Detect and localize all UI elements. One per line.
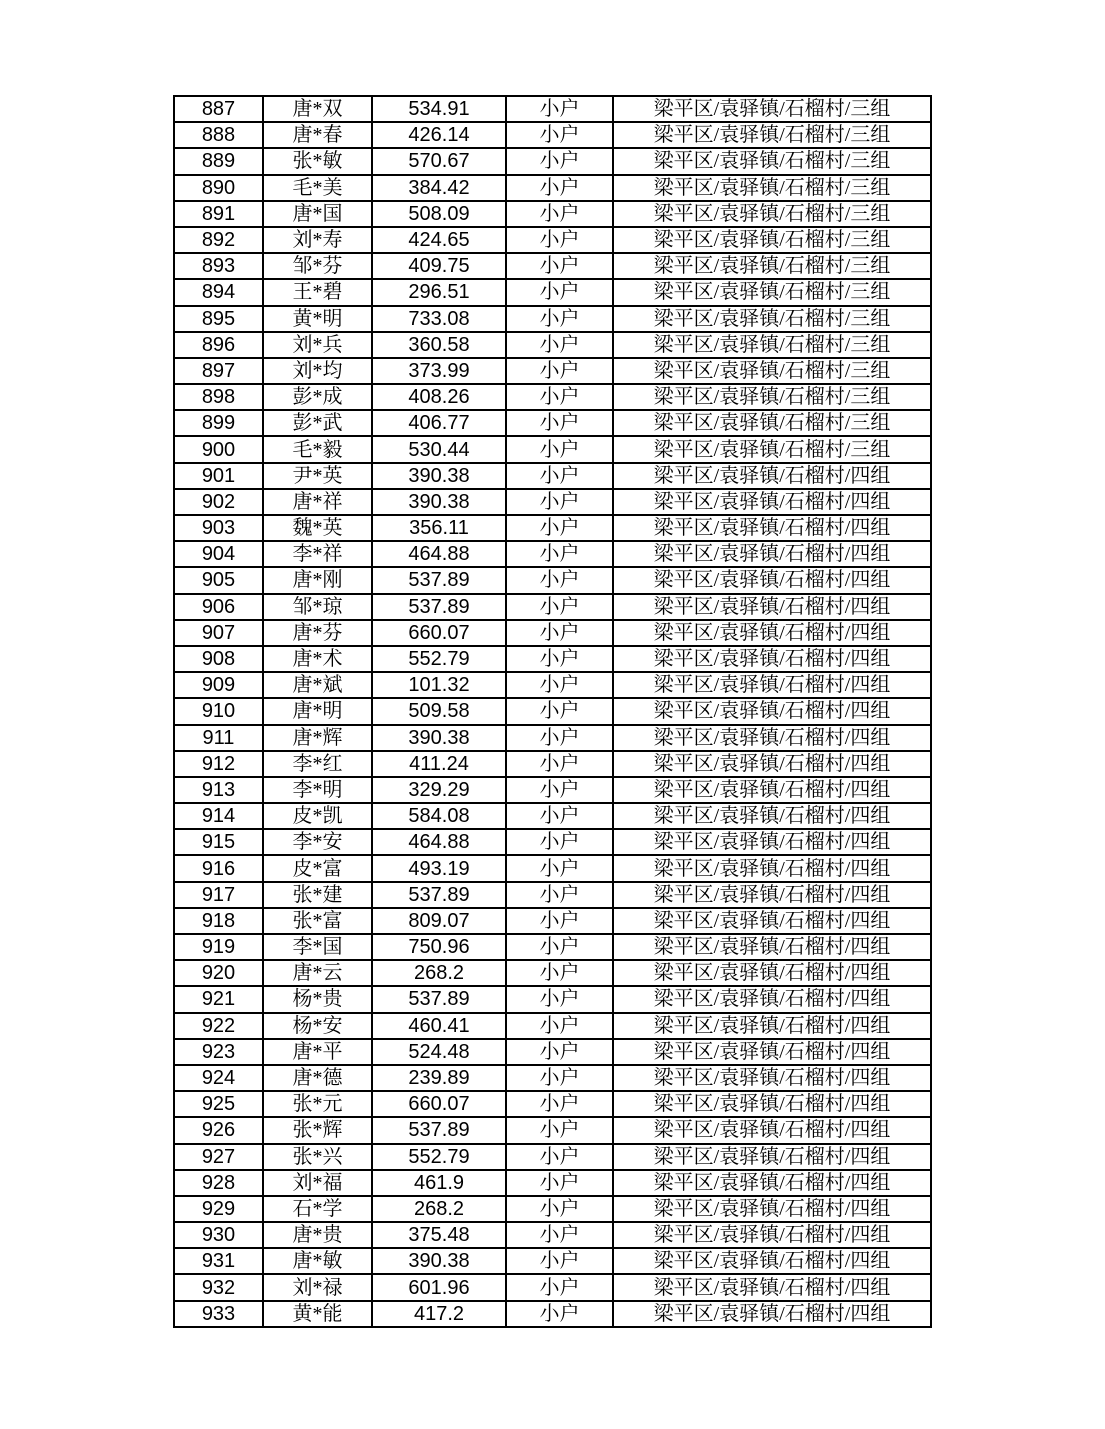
row-number-cell: 895 <box>174 306 263 332</box>
location-cell: 梁平区/袁驿镇/石榴村/四组 <box>613 934 931 960</box>
household-type-cell: 小户 <box>506 934 613 960</box>
location-cell: 梁平区/袁驿镇/石榴村/四组 <box>613 908 931 934</box>
name-cell: 彭*成 <box>263 384 372 410</box>
location-cell: 梁平区/袁驿镇/石榴村/四组 <box>613 463 931 489</box>
row-number-cell: 909 <box>174 672 263 698</box>
household-type-cell: 小户 <box>506 1091 613 1117</box>
location-cell: 梁平区/袁驿镇/石榴村/四组 <box>613 646 931 672</box>
location-cell: 梁平区/袁驿镇/石榴村/四组 <box>613 1039 931 1065</box>
row-number-cell: 897 <box>174 358 263 384</box>
household-type-cell: 小户 <box>506 594 613 620</box>
table-row <box>174 698 931 724</box>
household-type-cell: 小户 <box>506 908 613 934</box>
row-number-cell: 888 <box>174 122 263 148</box>
amount-cell: 537.89 <box>372 882 506 908</box>
amount-cell: 390.38 <box>372 1248 506 1274</box>
amount-cell: 552.79 <box>372 1144 506 1170</box>
location-cell: 梁平区/袁驿镇/石榴村/四组 <box>613 855 931 881</box>
location-cell: 梁平区/袁驿镇/石榴村/四组 <box>613 515 931 541</box>
location-cell: 梁平区/袁驿镇/石榴村/四组 <box>613 751 931 777</box>
table-row <box>174 646 931 672</box>
row-number-cell: 927 <box>174 1144 263 1170</box>
location-cell: 梁平区/袁驿镇/石榴村/四组 <box>613 777 931 803</box>
name-cell: 唐*敏 <box>263 1248 372 1274</box>
household-type-cell: 小户 <box>506 175 613 201</box>
location-cell: 梁平区/袁驿镇/石榴村/四组 <box>613 1196 931 1222</box>
location-cell: 梁平区/袁驿镇/石榴村/三组 <box>613 436 931 462</box>
household-type-cell: 小户 <box>506 646 613 672</box>
beneficiary-table <box>173 95 932 1328</box>
name-cell: 李*红 <box>263 751 372 777</box>
name-cell: 皮*凯 <box>263 803 372 829</box>
household-type-cell: 小户 <box>506 227 613 253</box>
name-cell: 张*兴 <box>263 1144 372 1170</box>
name-cell: 李*安 <box>263 829 372 855</box>
amount-cell: 508.09 <box>372 201 506 227</box>
household-type-cell: 小户 <box>506 1065 613 1091</box>
row-number-cell: 923 <box>174 1039 263 1065</box>
location-cell: 梁平区/袁驿镇/石榴村/四组 <box>613 882 931 908</box>
name-cell: 刘*禄 <box>263 1274 372 1300</box>
table-row <box>174 279 931 305</box>
name-cell: 毛*毅 <box>263 436 372 462</box>
table-body <box>174 96 931 1327</box>
location-cell: 梁平区/袁驿镇/石榴村/四组 <box>613 1248 931 1274</box>
name-cell: 李*明 <box>263 777 372 803</box>
table-row <box>174 986 931 1012</box>
household-type-cell: 小户 <box>506 384 613 410</box>
location-cell: 梁平区/袁驿镇/石榴村/四组 <box>613 698 931 724</box>
household-type-cell: 小户 <box>506 803 613 829</box>
household-type-cell: 小户 <box>506 463 613 489</box>
name-cell: 张*辉 <box>263 1117 372 1143</box>
location-cell: 梁平区/袁驿镇/石榴村/四组 <box>613 1117 931 1143</box>
amount-cell: 411.24 <box>372 751 506 777</box>
amount-cell: 534.91 <box>372 96 506 122</box>
name-cell: 毛*美 <box>263 175 372 201</box>
household-type-cell: 小户 <box>506 672 613 698</box>
household-type-cell: 小户 <box>506 489 613 515</box>
row-number-cell: 916 <box>174 855 263 881</box>
row-number-cell: 911 <box>174 725 263 751</box>
table-row <box>174 463 931 489</box>
row-number-cell: 914 <box>174 803 263 829</box>
household-type-cell: 小户 <box>506 279 613 305</box>
household-type-cell: 小户 <box>506 201 613 227</box>
household-type-cell: 小户 <box>506 1274 613 1300</box>
household-type-cell: 小户 <box>506 620 613 646</box>
table-row <box>174 777 931 803</box>
name-cell: 黄*能 <box>263 1301 372 1327</box>
row-number-cell: 918 <box>174 908 263 934</box>
table-row <box>174 306 931 332</box>
location-cell: 梁平区/袁驿镇/石榴村/三组 <box>613 410 931 436</box>
name-cell: 李*国 <box>263 934 372 960</box>
table-row <box>174 1196 931 1222</box>
amount-cell: 552.79 <box>372 646 506 672</box>
location-cell: 梁平区/袁驿镇/石榴村/四组 <box>613 829 931 855</box>
amount-cell: 537.89 <box>372 986 506 1012</box>
table-row <box>174 567 931 593</box>
name-cell: 李*祥 <box>263 541 372 567</box>
row-number-cell: 919 <box>174 934 263 960</box>
name-cell: 刘*福 <box>263 1170 372 1196</box>
row-number-cell: 890 <box>174 175 263 201</box>
table-row <box>174 515 931 541</box>
name-cell: 刘*兵 <box>263 332 372 358</box>
household-type-cell: 小户 <box>506 855 613 881</box>
amount-cell: 733.08 <box>372 306 506 332</box>
amount-cell: 460.41 <box>372 1013 506 1039</box>
row-number-cell: 933 <box>174 1301 263 1327</box>
name-cell: 杨*安 <box>263 1013 372 1039</box>
table-row <box>174 175 931 201</box>
household-type-cell: 小户 <box>506 332 613 358</box>
table-row <box>174 882 931 908</box>
amount-cell: 584.08 <box>372 803 506 829</box>
name-cell: 唐*辉 <box>263 725 372 751</box>
household-type-cell: 小户 <box>506 96 613 122</box>
table-row <box>174 725 931 751</box>
amount-cell: 464.88 <box>372 541 506 567</box>
amount-cell: 406.77 <box>372 410 506 436</box>
row-number-cell: 917 <box>174 882 263 908</box>
location-cell: 梁平区/袁驿镇/石榴村/四组 <box>613 1170 931 1196</box>
amount-cell: 390.38 <box>372 463 506 489</box>
row-number-cell: 901 <box>174 463 263 489</box>
household-type-cell: 小户 <box>506 410 613 436</box>
table-row <box>174 227 931 253</box>
location-cell: 梁平区/袁驿镇/石榴村/三组 <box>613 253 931 279</box>
name-cell: 唐*术 <box>263 646 372 672</box>
name-cell: 彭*武 <box>263 410 372 436</box>
name-cell: 唐*明 <box>263 698 372 724</box>
amount-cell: 537.89 <box>372 594 506 620</box>
table-row <box>174 1117 931 1143</box>
table-row <box>174 489 931 515</box>
household-type-cell: 小户 <box>506 306 613 332</box>
amount-cell: 426.14 <box>372 122 506 148</box>
name-cell: 张*富 <box>263 908 372 934</box>
table-row <box>174 541 931 567</box>
table-row <box>174 855 931 881</box>
amount-cell: 356.11 <box>372 515 506 541</box>
table-row <box>174 803 931 829</box>
table-row <box>174 1065 931 1091</box>
amount-cell: 329.29 <box>372 777 506 803</box>
row-number-cell: 891 <box>174 201 263 227</box>
amount-cell: 750.96 <box>372 934 506 960</box>
name-cell: 邹*琼 <box>263 594 372 620</box>
household-type-cell: 小户 <box>506 882 613 908</box>
amount-cell: 537.89 <box>372 1117 506 1143</box>
location-cell: 梁平区/袁驿镇/石榴村/四组 <box>613 1274 931 1300</box>
household-type-cell: 小户 <box>506 567 613 593</box>
name-cell: 皮*富 <box>263 855 372 881</box>
table-row <box>174 358 931 384</box>
name-cell: 王*碧 <box>263 279 372 305</box>
location-cell: 梁平区/袁驿镇/石榴村/三组 <box>613 279 931 305</box>
location-cell: 梁平区/袁驿镇/石榴村/四组 <box>613 960 931 986</box>
amount-cell: 537.89 <box>372 567 506 593</box>
table-row <box>174 410 931 436</box>
row-number-cell: 899 <box>174 410 263 436</box>
household-type-cell: 小户 <box>506 1170 613 1196</box>
location-cell: 梁平区/袁驿镇/石榴村/三组 <box>613 201 931 227</box>
row-number-cell: 910 <box>174 698 263 724</box>
name-cell: 魏*英 <box>263 515 372 541</box>
location-cell: 梁平区/袁驿镇/石榴村/三组 <box>613 306 931 332</box>
household-type-cell: 小户 <box>506 1039 613 1065</box>
row-number-cell: 931 <box>174 1248 263 1274</box>
table-row <box>174 1274 931 1300</box>
row-number-cell: 903 <box>174 515 263 541</box>
table-row <box>174 384 931 410</box>
row-number-cell: 930 <box>174 1222 263 1248</box>
row-number-cell: 912 <box>174 751 263 777</box>
amount-cell: 493.19 <box>372 855 506 881</box>
amount-cell: 296.51 <box>372 279 506 305</box>
row-number-cell: 908 <box>174 646 263 672</box>
row-number-cell: 892 <box>174 227 263 253</box>
household-type-cell: 小户 <box>506 1013 613 1039</box>
row-number-cell: 889 <box>174 148 263 174</box>
name-cell: 杨*贵 <box>263 986 372 1012</box>
table-row <box>174 122 931 148</box>
row-number-cell: 893 <box>174 253 263 279</box>
amount-cell: 660.07 <box>372 620 506 646</box>
row-number-cell: 925 <box>174 1091 263 1117</box>
name-cell: 邹*芬 <box>263 253 372 279</box>
row-number-cell: 898 <box>174 384 263 410</box>
table-row <box>174 620 931 646</box>
name-cell: 唐*双 <box>263 96 372 122</box>
row-number-cell: 929 <box>174 1196 263 1222</box>
location-cell: 梁平区/袁驿镇/石榴村/四组 <box>613 594 931 620</box>
amount-cell: 384.42 <box>372 175 506 201</box>
table-row <box>174 332 931 358</box>
table-row <box>174 96 931 122</box>
name-cell: 石*学 <box>263 1196 372 1222</box>
household-type-cell: 小户 <box>506 1196 613 1222</box>
name-cell: 尹*英 <box>263 463 372 489</box>
amount-cell: 464.88 <box>372 829 506 855</box>
location-cell: 梁平区/袁驿镇/石榴村/四组 <box>613 803 931 829</box>
name-cell: 唐*祥 <box>263 489 372 515</box>
location-cell: 梁平区/袁驿镇/石榴村/四组 <box>613 567 931 593</box>
amount-cell: 390.38 <box>372 489 506 515</box>
amount-cell: 101.32 <box>372 672 506 698</box>
location-cell: 梁平区/袁驿镇/石榴村/三组 <box>613 332 931 358</box>
amount-cell: 601.96 <box>372 1274 506 1300</box>
household-type-cell: 小户 <box>506 960 613 986</box>
location-cell: 梁平区/袁驿镇/石榴村/四组 <box>613 620 931 646</box>
location-cell: 梁平区/袁驿镇/石榴村/四组 <box>613 1144 931 1170</box>
household-type-cell: 小户 <box>506 122 613 148</box>
table-row <box>174 253 931 279</box>
name-cell: 刘*均 <box>263 358 372 384</box>
row-number-cell: 906 <box>174 594 263 620</box>
name-cell: 唐*春 <box>263 122 372 148</box>
row-number-cell: 928 <box>174 1170 263 1196</box>
location-cell: 梁平区/袁驿镇/石榴村/四组 <box>613 1065 931 1091</box>
amount-cell: 660.07 <box>372 1091 506 1117</box>
location-cell: 梁平区/袁驿镇/石榴村/三组 <box>613 358 931 384</box>
amount-cell: 268.2 <box>372 960 506 986</box>
row-number-cell: 915 <box>174 829 263 855</box>
household-type-cell: 小户 <box>506 725 613 751</box>
location-cell: 梁平区/袁驿镇/石榴村/三组 <box>613 122 931 148</box>
row-number-cell: 896 <box>174 332 263 358</box>
row-number-cell: 887 <box>174 96 263 122</box>
row-number-cell: 902 <box>174 489 263 515</box>
table-row <box>174 672 931 698</box>
location-cell: 梁平区/袁驿镇/石榴村/四组 <box>613 672 931 698</box>
amount-cell: 408.26 <box>372 384 506 410</box>
amount-cell: 390.38 <box>372 725 506 751</box>
household-type-cell: 小户 <box>506 253 613 279</box>
amount-cell: 424.65 <box>372 227 506 253</box>
location-cell: 梁平区/袁驿镇/石榴村/四组 <box>613 1222 931 1248</box>
location-cell: 梁平区/袁驿镇/石榴村/四组 <box>613 1013 931 1039</box>
amount-cell: 375.48 <box>372 1222 506 1248</box>
location-cell: 梁平区/袁驿镇/石榴村/四组 <box>613 489 931 515</box>
name-cell: 黄*明 <box>263 306 372 332</box>
household-type-cell: 小户 <box>506 541 613 567</box>
household-type-cell: 小户 <box>506 751 613 777</box>
row-number-cell: 900 <box>174 436 263 462</box>
location-cell: 梁平区/袁驿镇/石榴村/四组 <box>613 725 931 751</box>
amount-cell: 373.99 <box>372 358 506 384</box>
table-row <box>174 1039 931 1065</box>
table-row <box>174 1144 931 1170</box>
household-type-cell: 小户 <box>506 1117 613 1143</box>
location-cell: 梁平区/袁驿镇/石榴村/四组 <box>613 541 931 567</box>
location-cell: 梁平区/袁驿镇/石榴村/三组 <box>613 175 931 201</box>
location-cell: 梁平区/袁驿镇/石榴村/四组 <box>613 986 931 1012</box>
household-type-cell: 小户 <box>506 358 613 384</box>
location-cell: 梁平区/袁驿镇/石榴村/四组 <box>613 1301 931 1327</box>
amount-cell: 268.2 <box>372 1196 506 1222</box>
household-type-cell: 小户 <box>506 515 613 541</box>
row-number-cell: 905 <box>174 567 263 593</box>
amount-cell: 570.67 <box>372 148 506 174</box>
amount-cell: 239.89 <box>372 1065 506 1091</box>
name-cell: 唐*刚 <box>263 567 372 593</box>
name-cell: 唐*云 <box>263 960 372 986</box>
location-cell: 梁平区/袁驿镇/石榴村/四组 <box>613 1091 931 1117</box>
household-type-cell: 小户 <box>506 986 613 1012</box>
household-type-cell: 小户 <box>506 1301 613 1327</box>
name-cell: 刘*寿 <box>263 227 372 253</box>
household-type-cell: 小户 <box>506 1222 613 1248</box>
name-cell: 张*建 <box>263 882 372 908</box>
name-cell: 唐*斌 <box>263 672 372 698</box>
table-row <box>174 829 931 855</box>
household-type-cell: 小户 <box>506 1144 613 1170</box>
household-type-cell: 小户 <box>506 1248 613 1274</box>
amount-cell: 360.58 <box>372 332 506 358</box>
amount-cell: 417.2 <box>372 1301 506 1327</box>
location-cell: 梁平区/袁驿镇/石榴村/三组 <box>613 148 931 174</box>
amount-cell: 509.58 <box>372 698 506 724</box>
row-number-cell: 894 <box>174 279 263 305</box>
household-type-cell: 小户 <box>506 148 613 174</box>
table-row <box>174 908 931 934</box>
name-cell: 唐*国 <box>263 201 372 227</box>
name-cell: 唐*贵 <box>263 1222 372 1248</box>
amount-cell: 409.75 <box>372 253 506 279</box>
location-cell: 梁平区/袁驿镇/石榴村/三组 <box>613 227 931 253</box>
table-row <box>174 1222 931 1248</box>
row-number-cell: 907 <box>174 620 263 646</box>
row-number-cell: 922 <box>174 1013 263 1039</box>
amount-cell: 461.9 <box>372 1170 506 1196</box>
household-type-cell: 小户 <box>506 698 613 724</box>
location-cell: 梁平区/袁驿镇/石榴村/三组 <box>613 384 931 410</box>
household-type-cell: 小户 <box>506 829 613 855</box>
table-row <box>174 1248 931 1274</box>
name-cell: 张*元 <box>263 1091 372 1117</box>
table-row <box>174 1301 931 1327</box>
table-row <box>174 201 931 227</box>
table-row <box>174 1170 931 1196</box>
row-number-cell: 921 <box>174 986 263 1012</box>
name-cell: 唐*德 <box>263 1065 372 1091</box>
row-number-cell: 920 <box>174 960 263 986</box>
row-number-cell: 904 <box>174 541 263 567</box>
amount-cell: 809.07 <box>372 908 506 934</box>
table-row <box>174 594 931 620</box>
row-number-cell: 924 <box>174 1065 263 1091</box>
amount-cell: 530.44 <box>372 436 506 462</box>
table-row <box>174 436 931 462</box>
table-row <box>174 960 931 986</box>
table-row <box>174 751 931 777</box>
table-row <box>174 148 931 174</box>
name-cell: 张*敏 <box>263 148 372 174</box>
name-cell: 唐*芬 <box>263 620 372 646</box>
table-row <box>174 1091 931 1117</box>
table-row <box>174 934 931 960</box>
household-type-cell: 小户 <box>506 436 613 462</box>
row-number-cell: 926 <box>174 1117 263 1143</box>
row-number-cell: 913 <box>174 777 263 803</box>
location-cell: 梁平区/袁驿镇/石榴村/三组 <box>613 96 931 122</box>
amount-cell: 524.48 <box>372 1039 506 1065</box>
household-type-cell: 小户 <box>506 777 613 803</box>
table-row <box>174 1013 931 1039</box>
name-cell: 唐*平 <box>263 1039 372 1065</box>
row-number-cell: 932 <box>174 1274 263 1300</box>
